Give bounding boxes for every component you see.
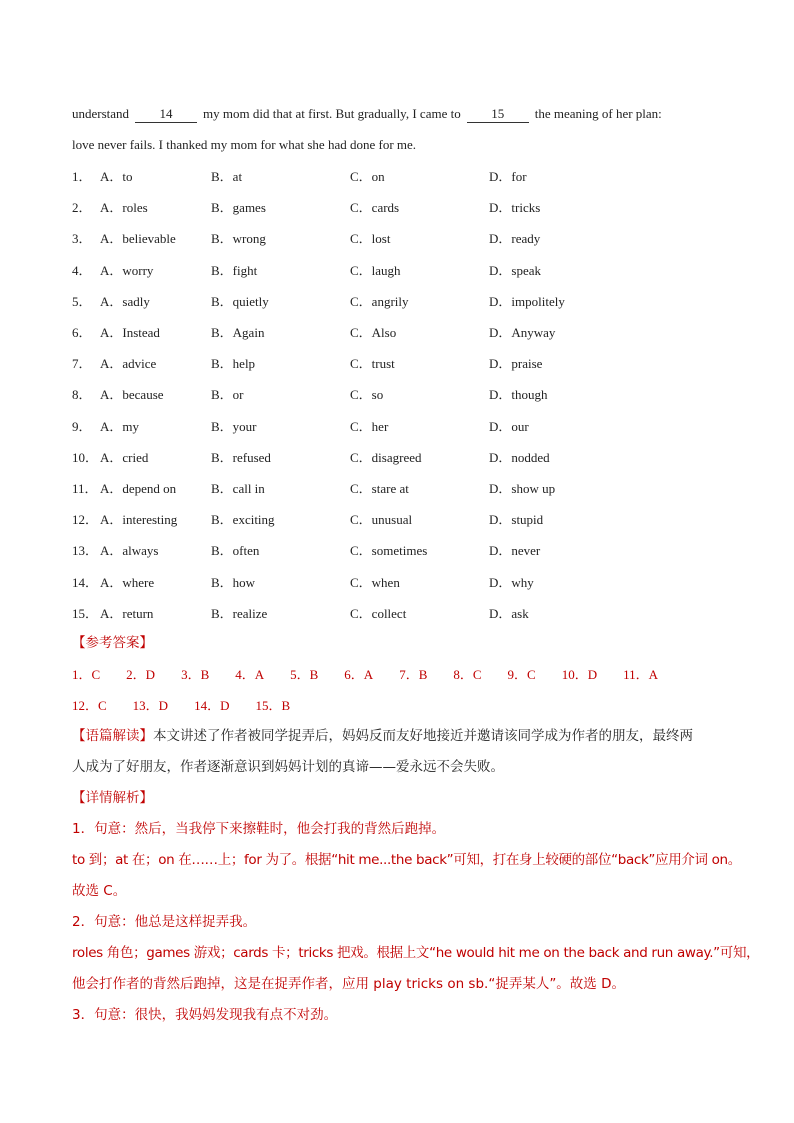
option-b: B．wrong (211, 231, 266, 247)
option-c: C．trust (350, 356, 395, 372)
option-b: B．games (211, 200, 266, 216)
option-a: A．return (100, 605, 154, 621)
answer-item: 8．C (453, 666, 482, 682)
option-row (72, 597, 732, 628)
option-d: D．ask (489, 605, 529, 621)
question-number: 13． (72, 543, 99, 559)
option-a: A．because (100, 387, 164, 403)
passage-text: my mom did that at first. But gradually, I came to (203, 106, 461, 121)
option-a: A．where (100, 574, 155, 590)
option-d: D．tricks (489, 200, 541, 216)
detail-q1-head: 1．句意：然后，当我停下来擦鞋时，他会打我的背然后跑掉。 (72, 820, 446, 837)
option-c: C．collect (350, 605, 407, 621)
blank-15: 15 (467, 106, 529, 123)
detail-q3-head: 3．句意：很快，我妈妈发现我有点不对劲。 (72, 1006, 338, 1023)
answer-item: 14．D (194, 697, 230, 713)
passage-text: understand (72, 106, 130, 121)
question-number: 14． (72, 574, 99, 590)
option-a: A．interesting (100, 512, 178, 528)
question-number: 8． (72, 387, 92, 403)
option-c: C．so (350, 387, 384, 403)
option-row (72, 222, 732, 253)
option-c: C．on (350, 169, 385, 185)
passage-line-1 (72, 98, 732, 129)
option-c: C．her (350, 418, 389, 434)
question-number: 3． (72, 231, 92, 247)
option-row (72, 441, 732, 472)
detail-q1-line-1: to 到；at 在；on 在……上；for 为了。根据“hit me...the back”可知，打在身上较硬的部位“back”应用介词 on。 (72, 851, 741, 868)
option-c: C．cards (350, 200, 400, 216)
option-d: D．though (489, 387, 548, 403)
option-d: D．ready (489, 231, 541, 247)
option-a: A．depend on (100, 480, 177, 496)
document-page (72, 98, 760, 1031)
passage-text: the meaning of her plan: (534, 106, 662, 121)
details (72, 814, 760, 1031)
option-a: A．believable (100, 231, 176, 247)
question-number: 2． (72, 200, 92, 216)
option-b: B．often (211, 543, 260, 559)
option-d: D．stupid (489, 512, 544, 528)
passage-line-2: love never fails. I thanked my mom for what she had done for me. (72, 137, 417, 152)
option-a: A．to (100, 169, 133, 185)
option-d: D．speak (489, 262, 541, 278)
option-c: C．stare at (350, 480, 409, 496)
option-b: B．or (211, 387, 244, 403)
passage-end (72, 98, 732, 160)
question-number: 10． (72, 449, 99, 465)
question-number: 1． (72, 169, 92, 185)
option-b: B．call in (211, 480, 265, 496)
option-row (72, 410, 732, 441)
option-b: B．realize (211, 605, 268, 621)
option-c: C．angrily (350, 293, 409, 309)
blank-14: 14 (135, 106, 197, 123)
answer-item: 12．C (72, 697, 107, 713)
option-row (72, 160, 732, 191)
option-d: D．impolitely (489, 293, 565, 309)
option-b: B．at (211, 169, 243, 185)
option-d: D．nodded (489, 449, 550, 465)
answers-row-1 (72, 659, 732, 690)
option-c: C．when (350, 574, 400, 590)
summary-text-1: 本文讲述了作者被同学捉弄后，妈妈反而友好地接近并邀请该同学成为作者的朋友，最终两 (153, 727, 693, 744)
options-list (72, 160, 732, 628)
option-c: C．laugh (350, 262, 401, 278)
option-d: D．never (489, 543, 541, 559)
option-row (72, 565, 732, 596)
question-number: 15． (72, 605, 99, 621)
option-b: B．quietly (211, 293, 269, 309)
answer-item: 11．A (623, 666, 658, 682)
option-d: D．Anyway (489, 325, 556, 341)
option-a: A．always (100, 543, 159, 559)
option-row (72, 191, 732, 222)
option-b: B．how (211, 574, 256, 590)
option-d: D．show up (489, 480, 556, 496)
option-c: C．disagreed (350, 449, 422, 465)
option-a: A．my (100, 418, 140, 434)
option-d: D．why (489, 574, 534, 590)
question-number: 6． (72, 325, 92, 341)
option-b: B．exciting (211, 512, 275, 528)
answer-item: 6．A (344, 666, 374, 682)
option-c: C．unusual (350, 512, 413, 528)
option-d: D．our (489, 418, 529, 434)
answer-item: 3．B (181, 666, 210, 682)
summary-text-2: 人成为了好朋友，作者逐渐意识到妈妈计划的真谛——爱永远不会失败。 (72, 758, 504, 775)
detail-q2-head: 2．句意：他总是这样捉弄我。 (72, 913, 257, 930)
option-row (72, 254, 732, 285)
detail-q2-line-1: roles 角色；games 游戏；cards 卡；tricks 把戏。根据上文“he would hit me on the back and run away.”可知， (72, 944, 760, 961)
option-a: A．cried (100, 449, 149, 465)
details-title: 【详情解析】 (72, 789, 153, 806)
option-a: A．sadly (100, 293, 150, 309)
question-number: 12． (72, 512, 99, 528)
option-a: A．worry (100, 262, 154, 278)
option-row (72, 534, 732, 565)
question-number: 7． (72, 356, 92, 372)
detail-q1-line-2: 故选 C。 (72, 882, 127, 899)
answer-item: 15．B (255, 697, 291, 713)
question-number: 5． (72, 293, 92, 309)
option-row (72, 285, 732, 316)
answer-item: 13．D (132, 697, 169, 713)
question-number: 11． (72, 480, 98, 496)
answers-title: 【参考答案】 (72, 634, 153, 651)
option-row (72, 378, 732, 409)
option-row (72, 347, 732, 378)
option-d: D．for (489, 169, 527, 185)
answer-item: 2．D (126, 666, 156, 682)
option-a: A．roles (100, 200, 148, 216)
summary-title: 【语篇解读】 (72, 727, 153, 744)
answer-item: 9．C (507, 666, 536, 682)
option-c: C．Also (350, 325, 397, 341)
option-b: B．fight (211, 262, 258, 278)
detail-q2-line-2: 他会打作者的背然后跑掉，这是在捉弄作者，应用 play tricks on sb.“捉弄某人”。故选 D。 (72, 975, 625, 992)
answer-item: 7．B (399, 666, 428, 682)
question-number: 4． (72, 262, 92, 278)
option-b: B．Again (211, 325, 265, 341)
option-row (72, 503, 732, 534)
option-row (72, 316, 732, 347)
option-a: A．advice (100, 356, 157, 372)
option-row (72, 472, 732, 503)
question-number: 9． (72, 418, 92, 434)
summary (72, 721, 732, 783)
answer-item: 5．B (290, 666, 319, 682)
option-b: B．help (211, 356, 256, 372)
answers-row-2 (72, 690, 732, 721)
option-c: C．lost (350, 231, 391, 247)
answer-item: 10．D (561, 666, 598, 682)
option-b: B．refused (211, 449, 271, 465)
option-a: A．Instead (100, 325, 160, 341)
answer-item: 4．A (235, 666, 265, 682)
option-d: D．praise (489, 356, 543, 372)
option-b: B．your (211, 418, 257, 434)
option-c: C．sometimes (350, 543, 428, 559)
answer-item: 1．C (72, 666, 101, 682)
